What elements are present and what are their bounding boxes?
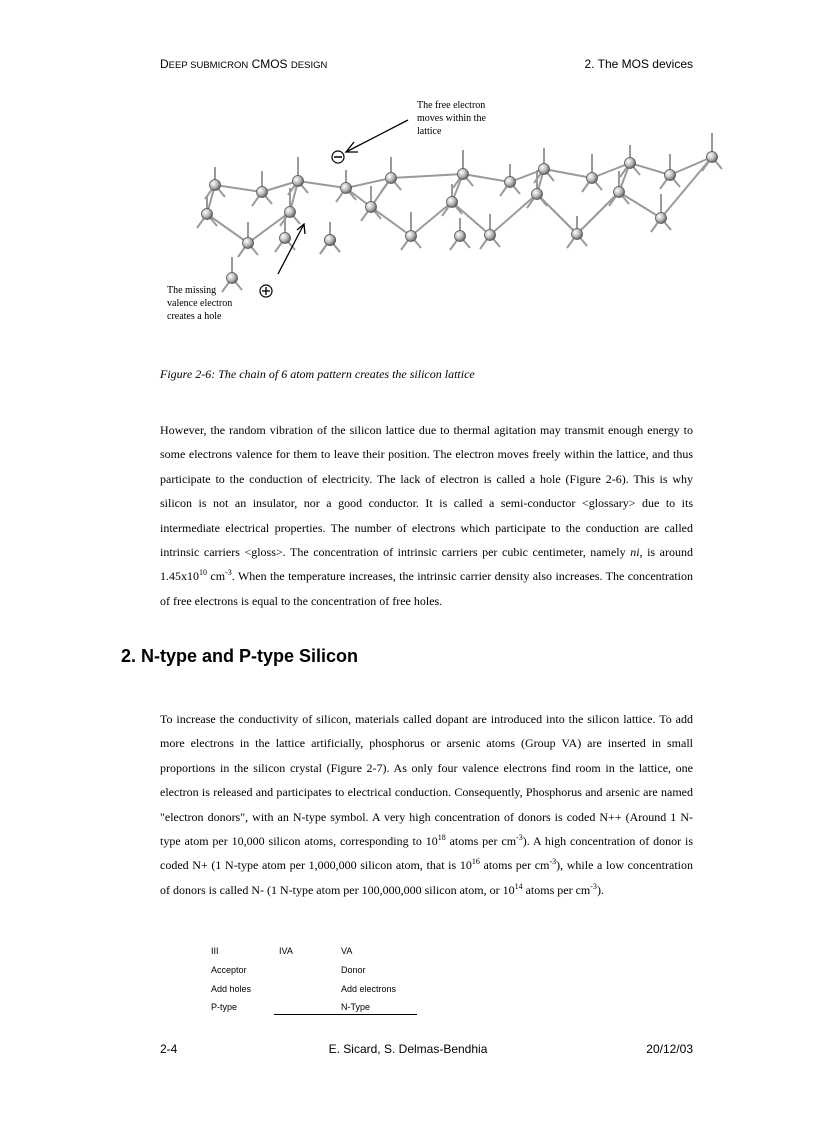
electron-symbol xyxy=(332,151,344,163)
silicon-atom xyxy=(406,231,417,242)
silicon-atom xyxy=(447,197,458,208)
hole-arrow xyxy=(278,224,304,274)
table-cell: Acceptor xyxy=(211,965,247,975)
lattice-bond xyxy=(391,174,463,178)
bond-stubs xyxy=(197,133,722,292)
table-cell: IVA xyxy=(279,946,293,956)
table-cell: Add holes xyxy=(211,984,252,994)
silicon-lattice-figure xyxy=(150,90,750,335)
silicon-atom xyxy=(366,202,377,213)
silicon-atom xyxy=(665,170,676,181)
electron-annotation-line-2: moves within the xyxy=(417,113,486,124)
silicon-atom xyxy=(325,235,336,246)
lattice-bond xyxy=(661,157,712,218)
silicon-atom xyxy=(257,187,268,198)
lattice-bond xyxy=(490,194,537,235)
table-cell: P-type xyxy=(211,1002,238,1012)
footer-date: 20/12/03 xyxy=(646,1042,693,1056)
footer-authors: E. Sicard, S. Delmas-Bendhia xyxy=(328,1042,488,1056)
running-header-title: DEEP SUBMICRON CMOS DESIGN xyxy=(160,57,328,71)
silicon-atom xyxy=(485,230,496,241)
lattice-bond xyxy=(371,207,411,236)
silicon-atom xyxy=(707,152,718,163)
silicon-atom xyxy=(293,176,304,187)
lattice-bond xyxy=(619,192,661,218)
table-cell: III xyxy=(211,946,219,956)
running-header-chapter: 2. The MOS devices xyxy=(584,57,693,71)
hole-annotation-line-1: The missing xyxy=(167,285,217,296)
electron-arrow xyxy=(346,120,408,152)
silicon-atom xyxy=(280,233,291,244)
silicon-atom xyxy=(539,164,550,175)
silicon-atom xyxy=(341,183,352,194)
hole-symbol xyxy=(260,285,272,297)
table-cell: Add electrons xyxy=(341,984,397,994)
table-cell: Donor xyxy=(341,965,366,975)
table-cell: VA xyxy=(341,946,353,956)
lattice-bond xyxy=(298,181,346,188)
silicon-atom xyxy=(532,189,543,200)
silicon-atom xyxy=(505,177,516,188)
silicon-atom xyxy=(455,231,466,242)
silicon-atom xyxy=(614,187,625,198)
lattice-bond xyxy=(411,202,452,236)
silicon-atom xyxy=(243,238,254,249)
electron-annotation-line-1: The free electron xyxy=(417,100,486,111)
silicon-atom xyxy=(386,173,397,184)
silicon-atom xyxy=(285,207,296,218)
silicon-atom xyxy=(458,169,469,180)
lattice-bond xyxy=(577,192,619,234)
paragraph-intrinsic-carriers: However, the random vibration of the silicon lattice due to thermal agitation may transmit enough energy to some electrons valence for them to leave their position. The electron moves freely within the lattice, and thus participate to the conduction of electricity. The lack of electron is called a hole (Figure 2-6). This is why silicon is not an insulator, nor a good conductor. It is called a semi-conductor <glossary> due to its intermediate electrical properties. The number of electrons which participate to the conduction are called intrinsic carriers <gloss>. The concentration of intrinsic carriers per cubic centimeter, namely ni, is around $1.45x10^{10}$ $cm^{-3}$. When the temperature increases, the intrinsic carrier density also increases. The concentration of free electrons is equal to the concentration of free holes. xyxy=(160,423,693,608)
silicon-atom xyxy=(587,173,598,184)
figure-caption: Figure 2-6: The chain of 6 atom pattern creates the silicon lattice xyxy=(160,367,475,381)
silicon-atom xyxy=(656,213,667,224)
lattice-bond xyxy=(215,185,262,192)
silicon-atom xyxy=(227,273,238,284)
table-cell: N-Type xyxy=(341,1002,371,1012)
table-divider xyxy=(274,1014,417,1015)
silicon-atom xyxy=(572,229,583,240)
lattice-bond xyxy=(452,202,490,235)
lattice-bond xyxy=(207,214,248,243)
hole-annotation-line-3: creates a hole xyxy=(167,311,222,322)
electron-annotation-line-3: lattice xyxy=(417,126,442,137)
section-heading: 2. N-type and P-type Silicon xyxy=(121,646,359,666)
page-number: 2-4 xyxy=(160,1042,178,1056)
lattice-bond xyxy=(463,174,510,182)
silicon-atom xyxy=(202,209,213,220)
lattice-atoms xyxy=(202,152,718,284)
hole-annotation-line-2: valence electron xyxy=(167,298,233,309)
lattice-bond xyxy=(537,194,577,234)
silicon-atom xyxy=(625,158,636,169)
silicon-atom xyxy=(210,180,221,191)
paragraph-n-type-doping: To increase the conductivity of silicon, materials called dopant are introduced into the silicon lattice. To add more electrons in the lattice artificially, phosphorus or arsenic atoms (Group VA) are inserted in small proportions in the silicon crystal (Figure 2-7). As only four valence electrons find room in the lattice, one electron is released and participates to electrical conduction. Consequently, Phosphorus and arsenic are named "electron donors", with an N-type symbol. A very high concentration of donors is coded N++ (Around 1 N-type atom per 10,000 silicon atoms, corresponding to $10^{18}$ atoms per $cm^{-3}$). A high concentration of donor is coded N+ (1 N-type atom per 1,000,000 silicon atom, that is $10^{16}$ atoms per $cm^{-3}$), while a low concentration of donors is called N- (1 N-type atom per 100,000,000 silicon atom, or $10^{14}$ atoms per $cm^{-3}$). xyxy=(160,712,693,897)
